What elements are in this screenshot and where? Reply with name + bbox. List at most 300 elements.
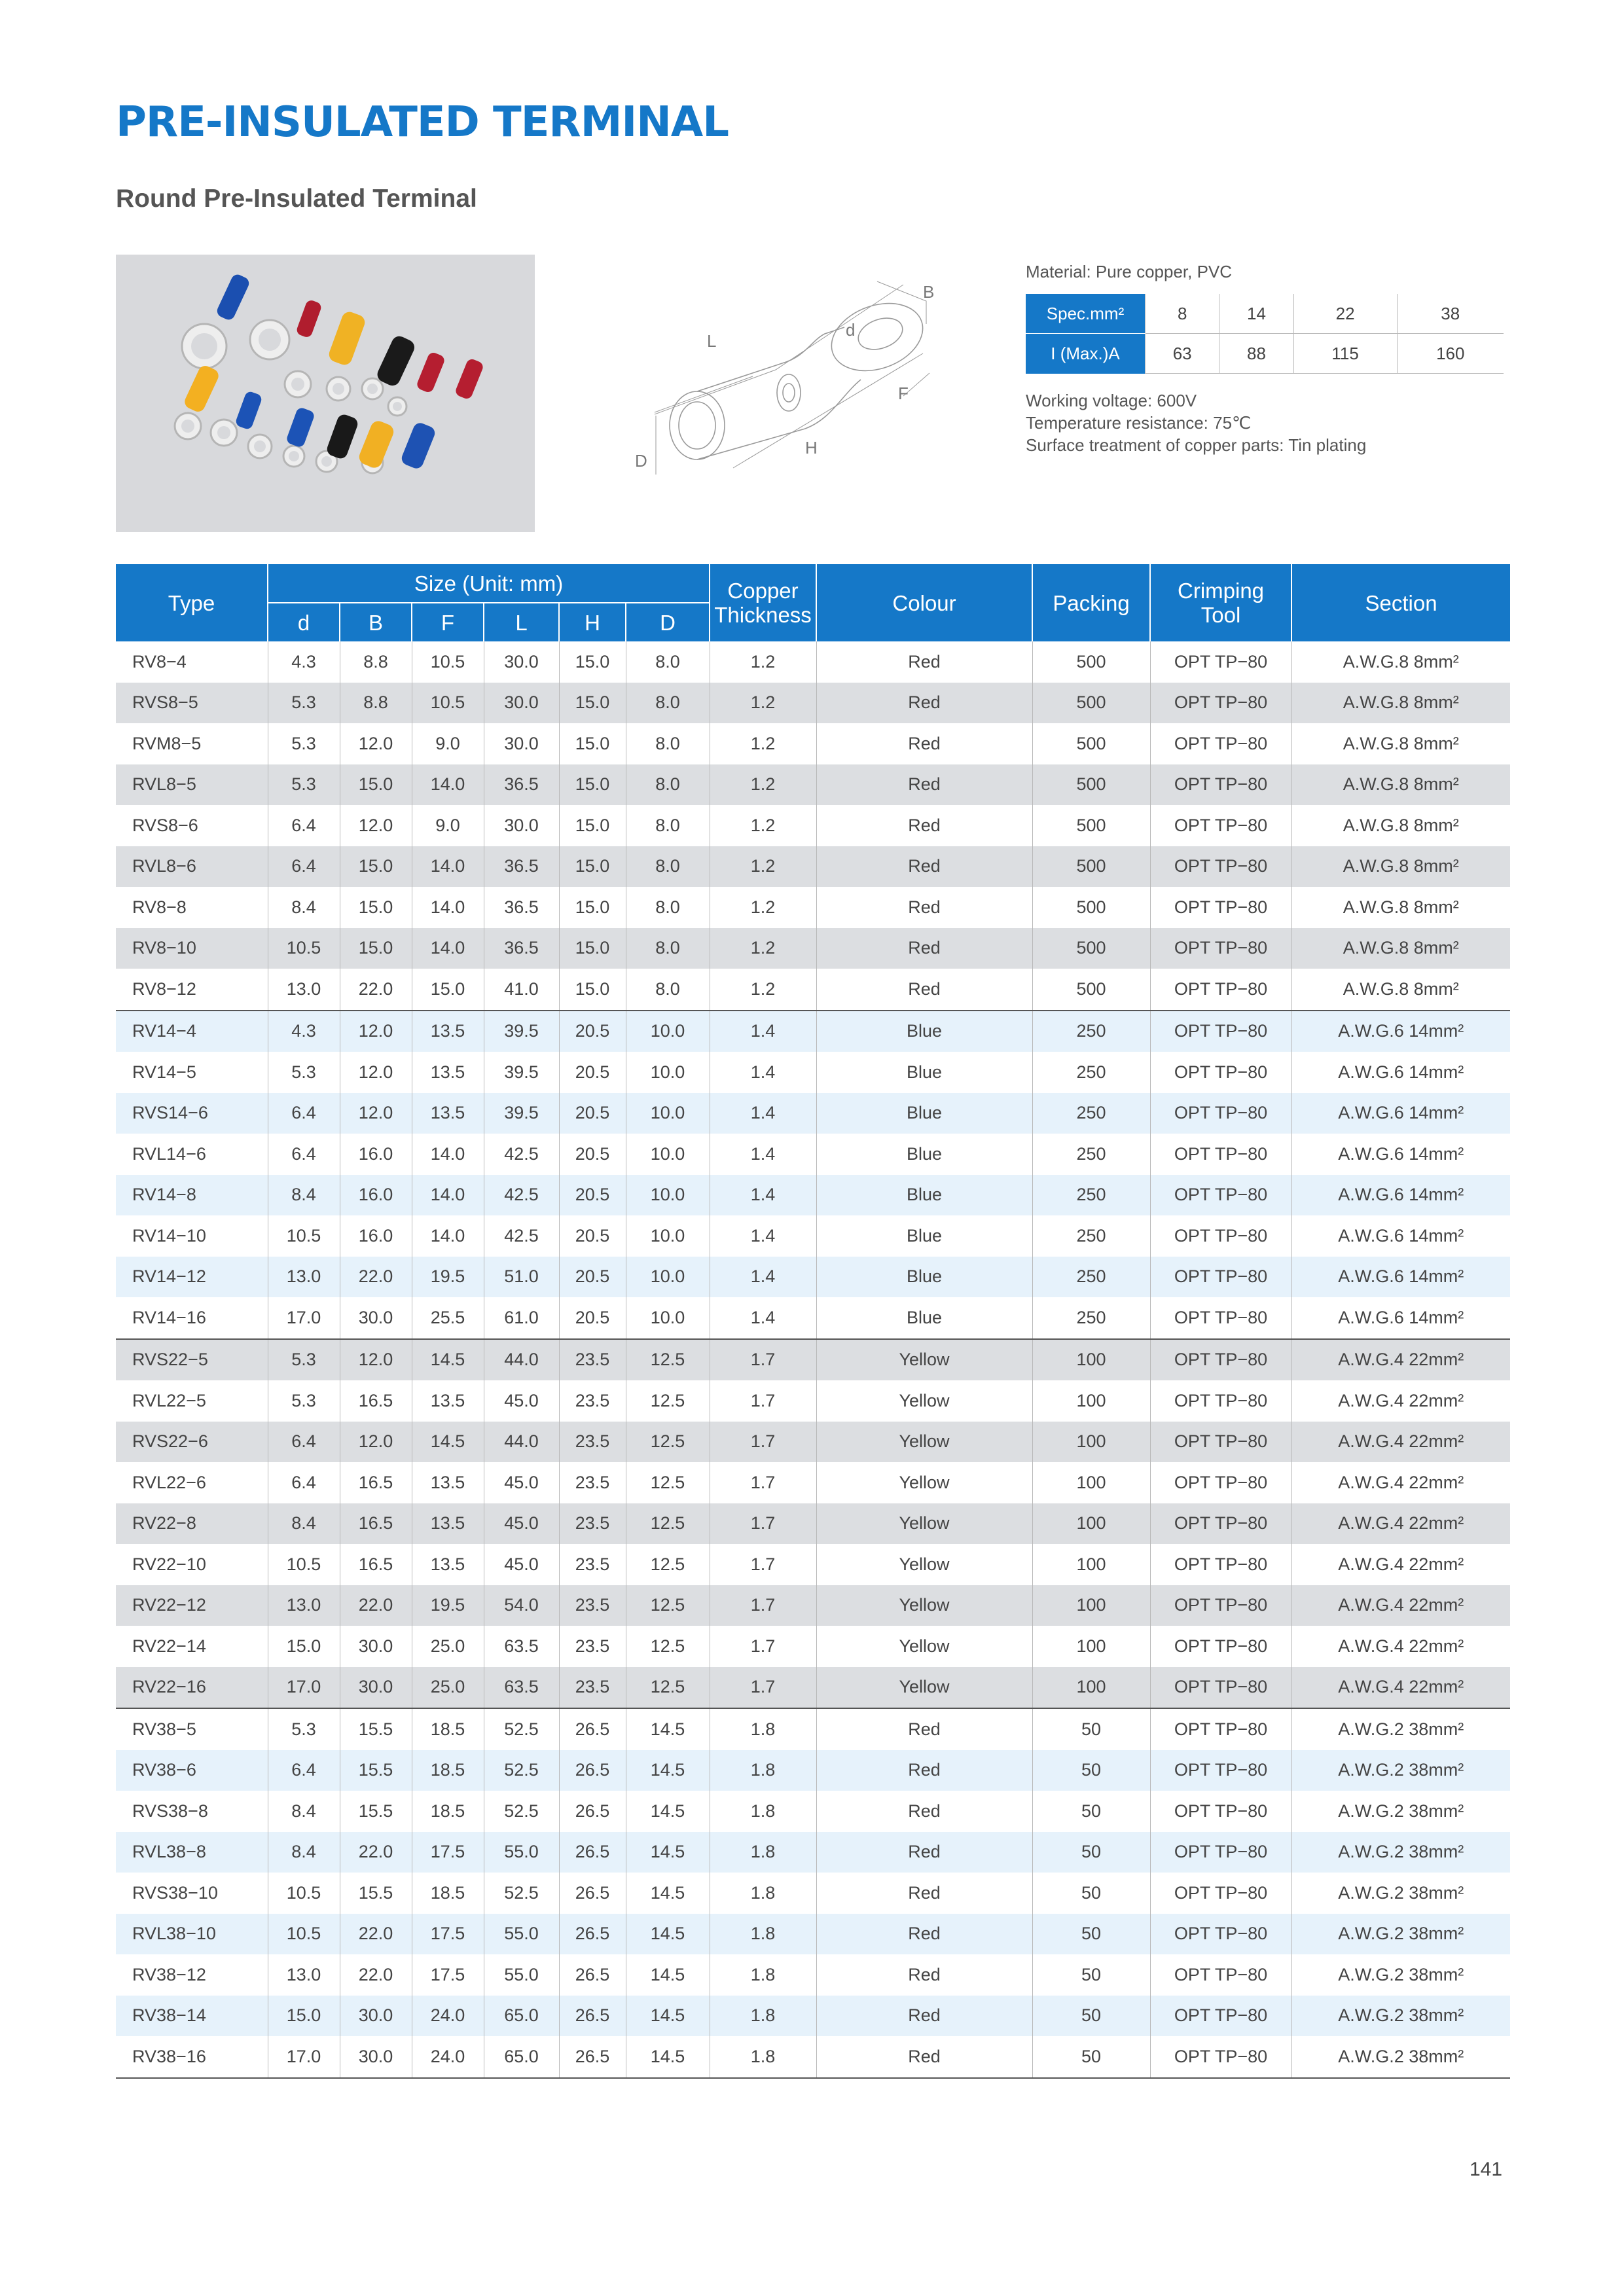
cell-crimping-tool: OPT TP−80	[1150, 1544, 1291, 1585]
cell-l: 61.0	[484, 1297, 559, 1339]
cell-f: 14.5	[412, 1422, 484, 1463]
cell-type: RV22−16	[116, 1667, 268, 1709]
cell-f: 18.5	[412, 1708, 484, 1750]
cell-copper-thickness: 1.7	[710, 1462, 816, 1503]
cell-d: 5.3	[268, 1052, 340, 1093]
cell-d-large: 14.5	[626, 1832, 710, 1873]
cell-colour: Yellow	[816, 1503, 1032, 1545]
cell-d: 5.3	[268, 1708, 340, 1750]
cell-h: 23.5	[559, 1380, 626, 1422]
voltage-text: Working voltage: 600V	[1026, 391, 1197, 410]
cell-type: RV14−8	[116, 1175, 268, 1216]
cell-d: 6.4	[268, 1462, 340, 1503]
cell-h: 23.5	[559, 1503, 626, 1545]
cell-section: A.W.G.2 38mm²	[1291, 1954, 1510, 1996]
cell-packing: 50	[1032, 1954, 1150, 1996]
cell-d: 5.3	[268, 1339, 340, 1381]
cell-copper-thickness: 1.4	[710, 1011, 816, 1052]
cell-type: RV8−4	[132, 651, 187, 672]
cell-f: 15.0	[412, 969, 484, 1011]
cell-h: 26.5	[559, 1750, 626, 1791]
spec-value: 22	[1293, 294, 1397, 334]
cell-d-large: 14.5	[626, 1873, 710, 1914]
cell-l: 42.5	[484, 1134, 559, 1175]
cell-f: 9.0	[412, 805, 484, 846]
cell-d: 4.3	[268, 1011, 340, 1052]
cell-h: 20.5	[559, 1257, 626, 1298]
table-row	[116, 1215, 1510, 1257]
header-f: F	[412, 603, 484, 641]
cell-h: 26.5	[559, 1954, 626, 1996]
cell-b: 12.0	[340, 805, 412, 846]
cell-d: 17.0	[268, 1667, 340, 1709]
cell-d-large: 14.5	[626, 1708, 710, 1750]
table-row	[116, 1462, 1510, 1503]
cell-d-large: 8.0	[626, 641, 710, 683]
table-row	[116, 764, 1510, 806]
cell-colour: Yellow	[816, 1667, 1032, 1709]
cell-colour: Red	[816, 1996, 1032, 2037]
cell-crimping-tool: OPT TP−80	[1150, 1503, 1291, 1545]
cell-colour: Yellow	[816, 1626, 1032, 1667]
cell-crimping-tool: OPT TP−80	[1150, 805, 1291, 846]
cell-d-large: 8.0	[626, 969, 710, 1011]
cell-colour: Yellow	[816, 1544, 1032, 1585]
cell-l: 65.0	[484, 1996, 559, 2037]
header-b: B	[340, 603, 412, 641]
cell-section: A.W.G.4 22mm²	[1291, 1667, 1510, 1709]
cell-section: A.W.G.2 38mm²	[1291, 1750, 1510, 1791]
cell-d: 10.5	[268, 1873, 340, 1914]
material-text: Material: Pure copper, PVC	[1026, 262, 1233, 281]
diagram-label-f: F	[898, 384, 909, 403]
cell-crimping-tool: OPT TP−80	[1150, 1380, 1291, 1422]
cell-colour: Red	[816, 887, 1032, 928]
cell-d-large: 12.5	[626, 1626, 710, 1667]
temperature-text: Temperature resistance: 75℃	[1026, 413, 1252, 433]
spec-value: 8	[1146, 294, 1219, 334]
cell-h: 26.5	[559, 2036, 626, 2078]
cell-l: 45.0	[484, 1503, 559, 1545]
cell-h: 23.5	[559, 1667, 626, 1709]
cell-b: 22.0	[340, 1585, 412, 1626]
cell-colour: Yellow	[816, 1339, 1032, 1381]
cell-h: 15.0	[559, 723, 626, 764]
cell-section: A.W.G.6 14mm²	[1291, 1052, 1510, 1093]
cell-copper-thickness: 1.7	[710, 1544, 816, 1585]
cell-colour: Red	[816, 723, 1032, 764]
cell-f: 14.5	[412, 1339, 484, 1381]
cell-copper-thickness: 1.7	[710, 1667, 816, 1709]
cell-f: 14.0	[412, 764, 484, 806]
cell-l: 45.0	[484, 1462, 559, 1503]
cell-section: A.W.G.8 8mm²	[1291, 969, 1510, 1011]
cell-d-large: 8.0	[626, 928, 710, 969]
table-row	[116, 1422, 1510, 1463]
cell-l: 41.0	[484, 969, 559, 1011]
cell-packing: 500	[1032, 887, 1150, 928]
cell-colour: Red	[816, 1914, 1032, 1955]
cell-crimping-tool: OPT TP−80	[1150, 1954, 1291, 1996]
table-row	[116, 1873, 1510, 1914]
cell-f: 24.0	[412, 2036, 484, 2078]
cell-packing: 100	[1032, 1503, 1150, 1545]
diagram-label-d-large: D	[635, 451, 647, 471]
table-row	[116, 1134, 1510, 1175]
cell-crimping-tool: OPT TP−80	[1150, 928, 1291, 969]
cell-crimping-tool: OPT TP−80	[1150, 1215, 1291, 1257]
cell-section: A.W.G.4 22mm²	[1291, 1585, 1510, 1626]
table-row	[116, 1339, 1510, 1381]
cell-section: A.W.G.4 22mm²	[1291, 1339, 1510, 1381]
terminal-spec-table	[116, 564, 1510, 2079]
cell-b: 16.5	[340, 1544, 412, 1585]
cell-section: A.W.G.6 14mm²	[1291, 1297, 1510, 1339]
cell-crimping-tool: OPT TP−80	[1150, 1585, 1291, 1626]
cell-h: 23.5	[559, 1585, 626, 1626]
cell-packing: 100	[1032, 1339, 1150, 1381]
cell-colour: Red	[816, 764, 1032, 806]
cell-h: 20.5	[559, 1093, 626, 1134]
cell-section: A.W.G.2 38mm²	[1291, 2036, 1510, 2078]
cell-f: 25.0	[412, 1667, 484, 1709]
cell-section: A.W.G.4 22mm²	[1291, 1626, 1510, 1667]
header-colour: Colour	[816, 564, 1032, 641]
cell-l: 36.5	[484, 764, 559, 806]
cell-section: A.W.G.8 8mm²	[1291, 764, 1510, 806]
cell-d-large: 10.0	[626, 1011, 710, 1052]
table-row	[116, 1503, 1510, 1545]
cell-l: 30.0	[484, 805, 559, 846]
cell-crimping-tool: OPT TP−80	[1150, 969, 1291, 1011]
cell-d-large: 12.5	[626, 1667, 710, 1709]
cell-crimping-tool: OPT TP−80	[1150, 1462, 1291, 1503]
cell-packing: 100	[1032, 1667, 1150, 1709]
cell-f: 13.5	[412, 1093, 484, 1134]
cell-crimping-tool: OPT TP−80	[1150, 1134, 1291, 1175]
cell-copper-thickness: 1.4	[710, 1093, 816, 1134]
cell-copper-thickness: 1.4	[710, 1052, 816, 1093]
cell-packing: 250	[1032, 1175, 1150, 1216]
cell-f: 25.5	[412, 1297, 484, 1339]
cell-b: 30.0	[340, 2036, 412, 2078]
cell-d: 6.4	[268, 1750, 340, 1791]
cell-type: RV38−12	[132, 1964, 206, 1984]
cell-type: RV14−16	[132, 1307, 206, 1327]
cell-d: 8.4	[268, 1832, 340, 1873]
header-size: Size (Unit: mm)	[268, 564, 710, 603]
cell-d-large: 14.5	[626, 1750, 710, 1791]
cell-d: 5.3	[268, 723, 340, 764]
cell-packing: 50	[1032, 1873, 1150, 1914]
table-row	[116, 805, 1510, 846]
cell-colour: Yellow	[816, 1462, 1032, 1503]
cell-type: RVL22−6	[132, 1472, 206, 1492]
cell-f: 19.5	[412, 1257, 484, 1298]
cell-l: 39.5	[484, 1011, 559, 1052]
cell-copper-thickness: 1.8	[710, 1791, 816, 1832]
cell-b: 30.0	[340, 1297, 412, 1339]
cell-colour: Blue	[816, 1134, 1032, 1175]
cell-copper-thickness: 1.7	[710, 1422, 816, 1463]
cell-b: 12.0	[340, 1011, 412, 1052]
cell-h: 20.5	[559, 1052, 626, 1093]
cell-l: 45.0	[484, 1544, 559, 1585]
cell-b: 12.0	[340, 1052, 412, 1093]
cell-h: 20.5	[559, 1297, 626, 1339]
cell-d: 13.0	[268, 1257, 340, 1298]
cell-colour: Blue	[816, 1257, 1032, 1298]
cell-f: 14.0	[412, 887, 484, 928]
cell-d-large: 14.5	[626, 1996, 710, 2037]
cell-type: RVS22−5	[116, 1339, 268, 1381]
table-row	[116, 1380, 1510, 1422]
cell-type: RV8−12	[132, 978, 196, 999]
cell-packing: 50	[1032, 1750, 1150, 1791]
cell-d-large: 14.5	[626, 1791, 710, 1832]
cell-packing: 100	[1032, 1626, 1150, 1667]
cell-section: A.W.G.2 38mm²	[1291, 1832, 1510, 1873]
cell-crimping-tool: OPT TP−80	[1150, 723, 1291, 764]
cell-crimping-tool: OPT TP−80	[1150, 683, 1291, 724]
cell-section: A.W.G.2 38mm²	[1291, 1708, 1510, 1750]
cell-type: RVS8−5	[116, 683, 268, 724]
cell-type: RV38−5	[116, 1708, 268, 1750]
table-row	[116, 2036, 1510, 2078]
cell-f: 17.5	[412, 1832, 484, 1873]
current-value: 115	[1293, 334, 1397, 374]
header-type: Type	[116, 564, 268, 641]
cell-type: RV8−8	[132, 897, 187, 917]
header-packing: Packing	[1032, 564, 1150, 641]
cell-d: 10.5	[268, 928, 340, 969]
cell-section: A.W.G.4 22mm²	[1291, 1422, 1510, 1463]
cell-type: RVL14−6	[132, 1143, 206, 1164]
cell-b: 22.0	[340, 969, 412, 1011]
cell-section: A.W.G.6 14mm²	[1291, 1011, 1510, 1052]
cell-type: RV38−16	[116, 2036, 268, 2078]
cell-d: 6.4	[268, 1093, 340, 1134]
cell-b: 12.0	[340, 723, 412, 764]
cell-section: A.W.G.4 22mm²	[1291, 1503, 1510, 1545]
table-row	[116, 683, 1510, 724]
cell-d-large: 8.0	[626, 723, 710, 764]
cell-f: 13.5	[412, 1503, 484, 1545]
cell-f: 14.0	[412, 846, 484, 888]
spec-row	[1026, 294, 1504, 334]
cell-d: 15.0	[268, 1996, 340, 2037]
cell-crimping-tool: OPT TP−80	[1150, 1626, 1291, 1667]
spec-block	[1026, 262, 1504, 456]
cell-packing: 100	[1032, 1462, 1150, 1503]
cell-f: 13.5	[412, 1462, 484, 1503]
cell-colour: Red	[816, 683, 1032, 724]
cell-d: 17.0	[268, 2036, 340, 2078]
cell-h: 23.5	[559, 1462, 626, 1503]
cell-colour: Red	[816, 805, 1032, 846]
cell-type: RV14−10	[132, 1225, 206, 1246]
cell-d-large: 8.0	[626, 805, 710, 846]
cell-d-large: 12.5	[626, 1544, 710, 1585]
cell-crimping-tool: OPT TP−80	[1150, 1011, 1291, 1052]
cell-f: 14.0	[412, 1175, 484, 1216]
cell-d: 6.4	[268, 805, 340, 846]
cell-copper-thickness: 1.4	[710, 1134, 816, 1175]
cell-d-large: 10.0	[626, 1175, 710, 1216]
cell-b: 15.0	[340, 846, 412, 888]
cell-d: 8.4	[268, 1175, 340, 1216]
cell-d-large: 14.5	[626, 1954, 710, 1996]
cell-type: RV14−5	[132, 1062, 196, 1082]
cell-l: 36.5	[484, 887, 559, 928]
cell-b: 16.0	[340, 1175, 412, 1216]
cell-d: 6.4	[268, 1422, 340, 1463]
cell-type: RV38−6	[116, 1750, 268, 1791]
cell-colour: Red	[816, 1873, 1032, 1914]
cell-type: RVM8−5	[132, 733, 202, 753]
cell-d-large: 10.0	[626, 1052, 710, 1093]
cell-copper-thickness: 1.7	[710, 1585, 816, 1626]
cell-d: 4.3	[268, 641, 340, 683]
cell-crimping-tool: OPT TP−80	[1150, 1914, 1291, 1955]
cell-copper-thickness: 1.4	[710, 1175, 816, 1216]
cell-colour: Red	[816, 1708, 1032, 1750]
cell-copper-thickness: 1.4	[710, 1257, 816, 1298]
current-label: I (Max.)A	[1026, 334, 1146, 374]
cell-type: RVL8−5	[116, 764, 268, 806]
cell-b: 16.5	[340, 1462, 412, 1503]
cell-packing: 50	[1032, 1832, 1150, 1873]
current-value: 160	[1397, 334, 1504, 374]
cell-l: 55.0	[484, 1832, 559, 1873]
cell-d-large: 8.0	[626, 683, 710, 724]
table-row	[116, 1750, 1510, 1791]
table-row	[116, 641, 1510, 683]
cell-crimping-tool: OPT TP−80	[1150, 1257, 1291, 1298]
cell-section: A.W.G.8 8mm²	[1291, 846, 1510, 888]
cell-d: 17.0	[268, 1297, 340, 1339]
cell-copper-thickness: 1.2	[710, 723, 816, 764]
cell-l: 39.5	[484, 1093, 559, 1134]
cell-colour: Yellow	[816, 1585, 1032, 1626]
cell-d-large: 12.5	[626, 1503, 710, 1545]
cell-colour: Yellow	[816, 1380, 1032, 1422]
cell-d: 13.0	[268, 969, 340, 1011]
cell-h: 20.5	[559, 1011, 626, 1052]
cell-l: 44.0	[484, 1339, 559, 1381]
table-row	[116, 1791, 1510, 1832]
cell-h: 15.0	[559, 805, 626, 846]
cell-b: 12.0	[340, 1093, 412, 1134]
cell-b: 15.5	[340, 1791, 412, 1832]
cell-f: 25.0	[412, 1626, 484, 1667]
current-value: 88	[1219, 334, 1293, 374]
cell-type: RVS22−6	[116, 1422, 268, 1463]
cell-d-large: 12.5	[626, 1422, 710, 1463]
cell-h: 15.0	[559, 969, 626, 1011]
cell-h: 26.5	[559, 1873, 626, 1914]
cell-l: 63.5	[484, 1626, 559, 1667]
cell-colour: Red	[816, 846, 1032, 888]
cell-d: 6.4	[268, 1134, 340, 1175]
cell-colour: Blue	[816, 1175, 1032, 1216]
cell-type: RVL8−6	[116, 846, 268, 888]
cell-l: 42.5	[484, 1175, 559, 1216]
cell-type: RV8−10	[116, 928, 268, 969]
cell-h: 20.5	[559, 1134, 626, 1175]
cell-f: 17.5	[412, 1914, 484, 1955]
table-row	[116, 1626, 1510, 1667]
cell-copper-thickness: 1.8	[710, 1873, 816, 1914]
cell-type: RV38−14	[116, 1996, 268, 2037]
cell-packing: 250	[1032, 1093, 1150, 1134]
header-h: H	[559, 603, 626, 641]
cell-l: 55.0	[484, 1954, 559, 1996]
cell-type: RVL22−5	[132, 1390, 206, 1410]
cell-packing: 500	[1032, 641, 1150, 683]
cell-crimping-tool: OPT TP−80	[1150, 1667, 1291, 1709]
cell-crimping-tool: OPT TP−80	[1150, 1750, 1291, 1791]
cell-crimping-tool: OPT TP−80	[1150, 887, 1291, 928]
cell-d: 10.5	[268, 1914, 340, 1955]
cell-copper-thickness: 1.7	[710, 1503, 816, 1545]
header-l: L	[484, 603, 559, 641]
cell-crimping-tool: OPT TP−80	[1150, 1339, 1291, 1381]
cell-d: 15.0	[268, 1626, 340, 1667]
header-section: Section	[1291, 564, 1510, 641]
cell-section: A.W.G.2 38mm²	[1291, 1914, 1510, 1955]
cell-crimping-tool: OPT TP−80	[1150, 846, 1291, 888]
cell-h: 23.5	[559, 1544, 626, 1585]
cell-crimping-tool: OPT TP−80	[1150, 641, 1291, 683]
cell-crimping-tool: OPT TP−80	[1150, 1832, 1291, 1873]
cell-packing: 100	[1032, 1380, 1150, 1422]
cell-b: 15.5	[340, 1873, 412, 1914]
cell-f: 13.5	[412, 1544, 484, 1585]
cell-packing: 500	[1032, 805, 1150, 846]
cell-copper-thickness: 1.8	[710, 1750, 816, 1791]
table-row	[116, 1708, 1510, 1750]
cell-colour: Blue	[816, 1052, 1032, 1093]
cell-crimping-tool: OPT TP−80	[1150, 1996, 1291, 2037]
cell-section: A.W.G.6 14mm²	[1291, 1093, 1510, 1134]
product-photo	[116, 255, 535, 532]
cell-packing: 50	[1032, 2036, 1150, 2078]
cell-section: A.W.G.4 22mm²	[1291, 1462, 1510, 1503]
cell-packing: 250	[1032, 1052, 1150, 1093]
diagram-label-b: B	[923, 282, 935, 302]
cell-type: RVS38−10	[132, 1882, 218, 1903]
cell-b: 22.0	[340, 1832, 412, 1873]
cell-f: 13.5	[412, 1380, 484, 1422]
cell-section: A.W.G.6 14mm²	[1291, 1257, 1510, 1298]
cell-colour: Red	[816, 969, 1032, 1011]
cell-copper-thickness: 1.2	[710, 805, 816, 846]
table-row	[116, 1093, 1510, 1134]
cell-h: 15.0	[559, 887, 626, 928]
cell-section: A.W.G.4 22mm²	[1291, 1544, 1510, 1585]
cell-h: 26.5	[559, 1832, 626, 1873]
cell-d: 10.5	[268, 1544, 340, 1585]
cell-type: RV22−14	[132, 1636, 206, 1656]
cell-colour: Red	[816, 928, 1032, 969]
cell-l: 45.0	[484, 1380, 559, 1422]
cell-f: 18.5	[412, 1750, 484, 1791]
cell-crimping-tool: OPT TP−80	[1150, 764, 1291, 806]
cell-l: 54.0	[484, 1585, 559, 1626]
cell-type: RVL38−8	[116, 1832, 268, 1873]
cell-type: RV14−4	[116, 1011, 268, 1052]
